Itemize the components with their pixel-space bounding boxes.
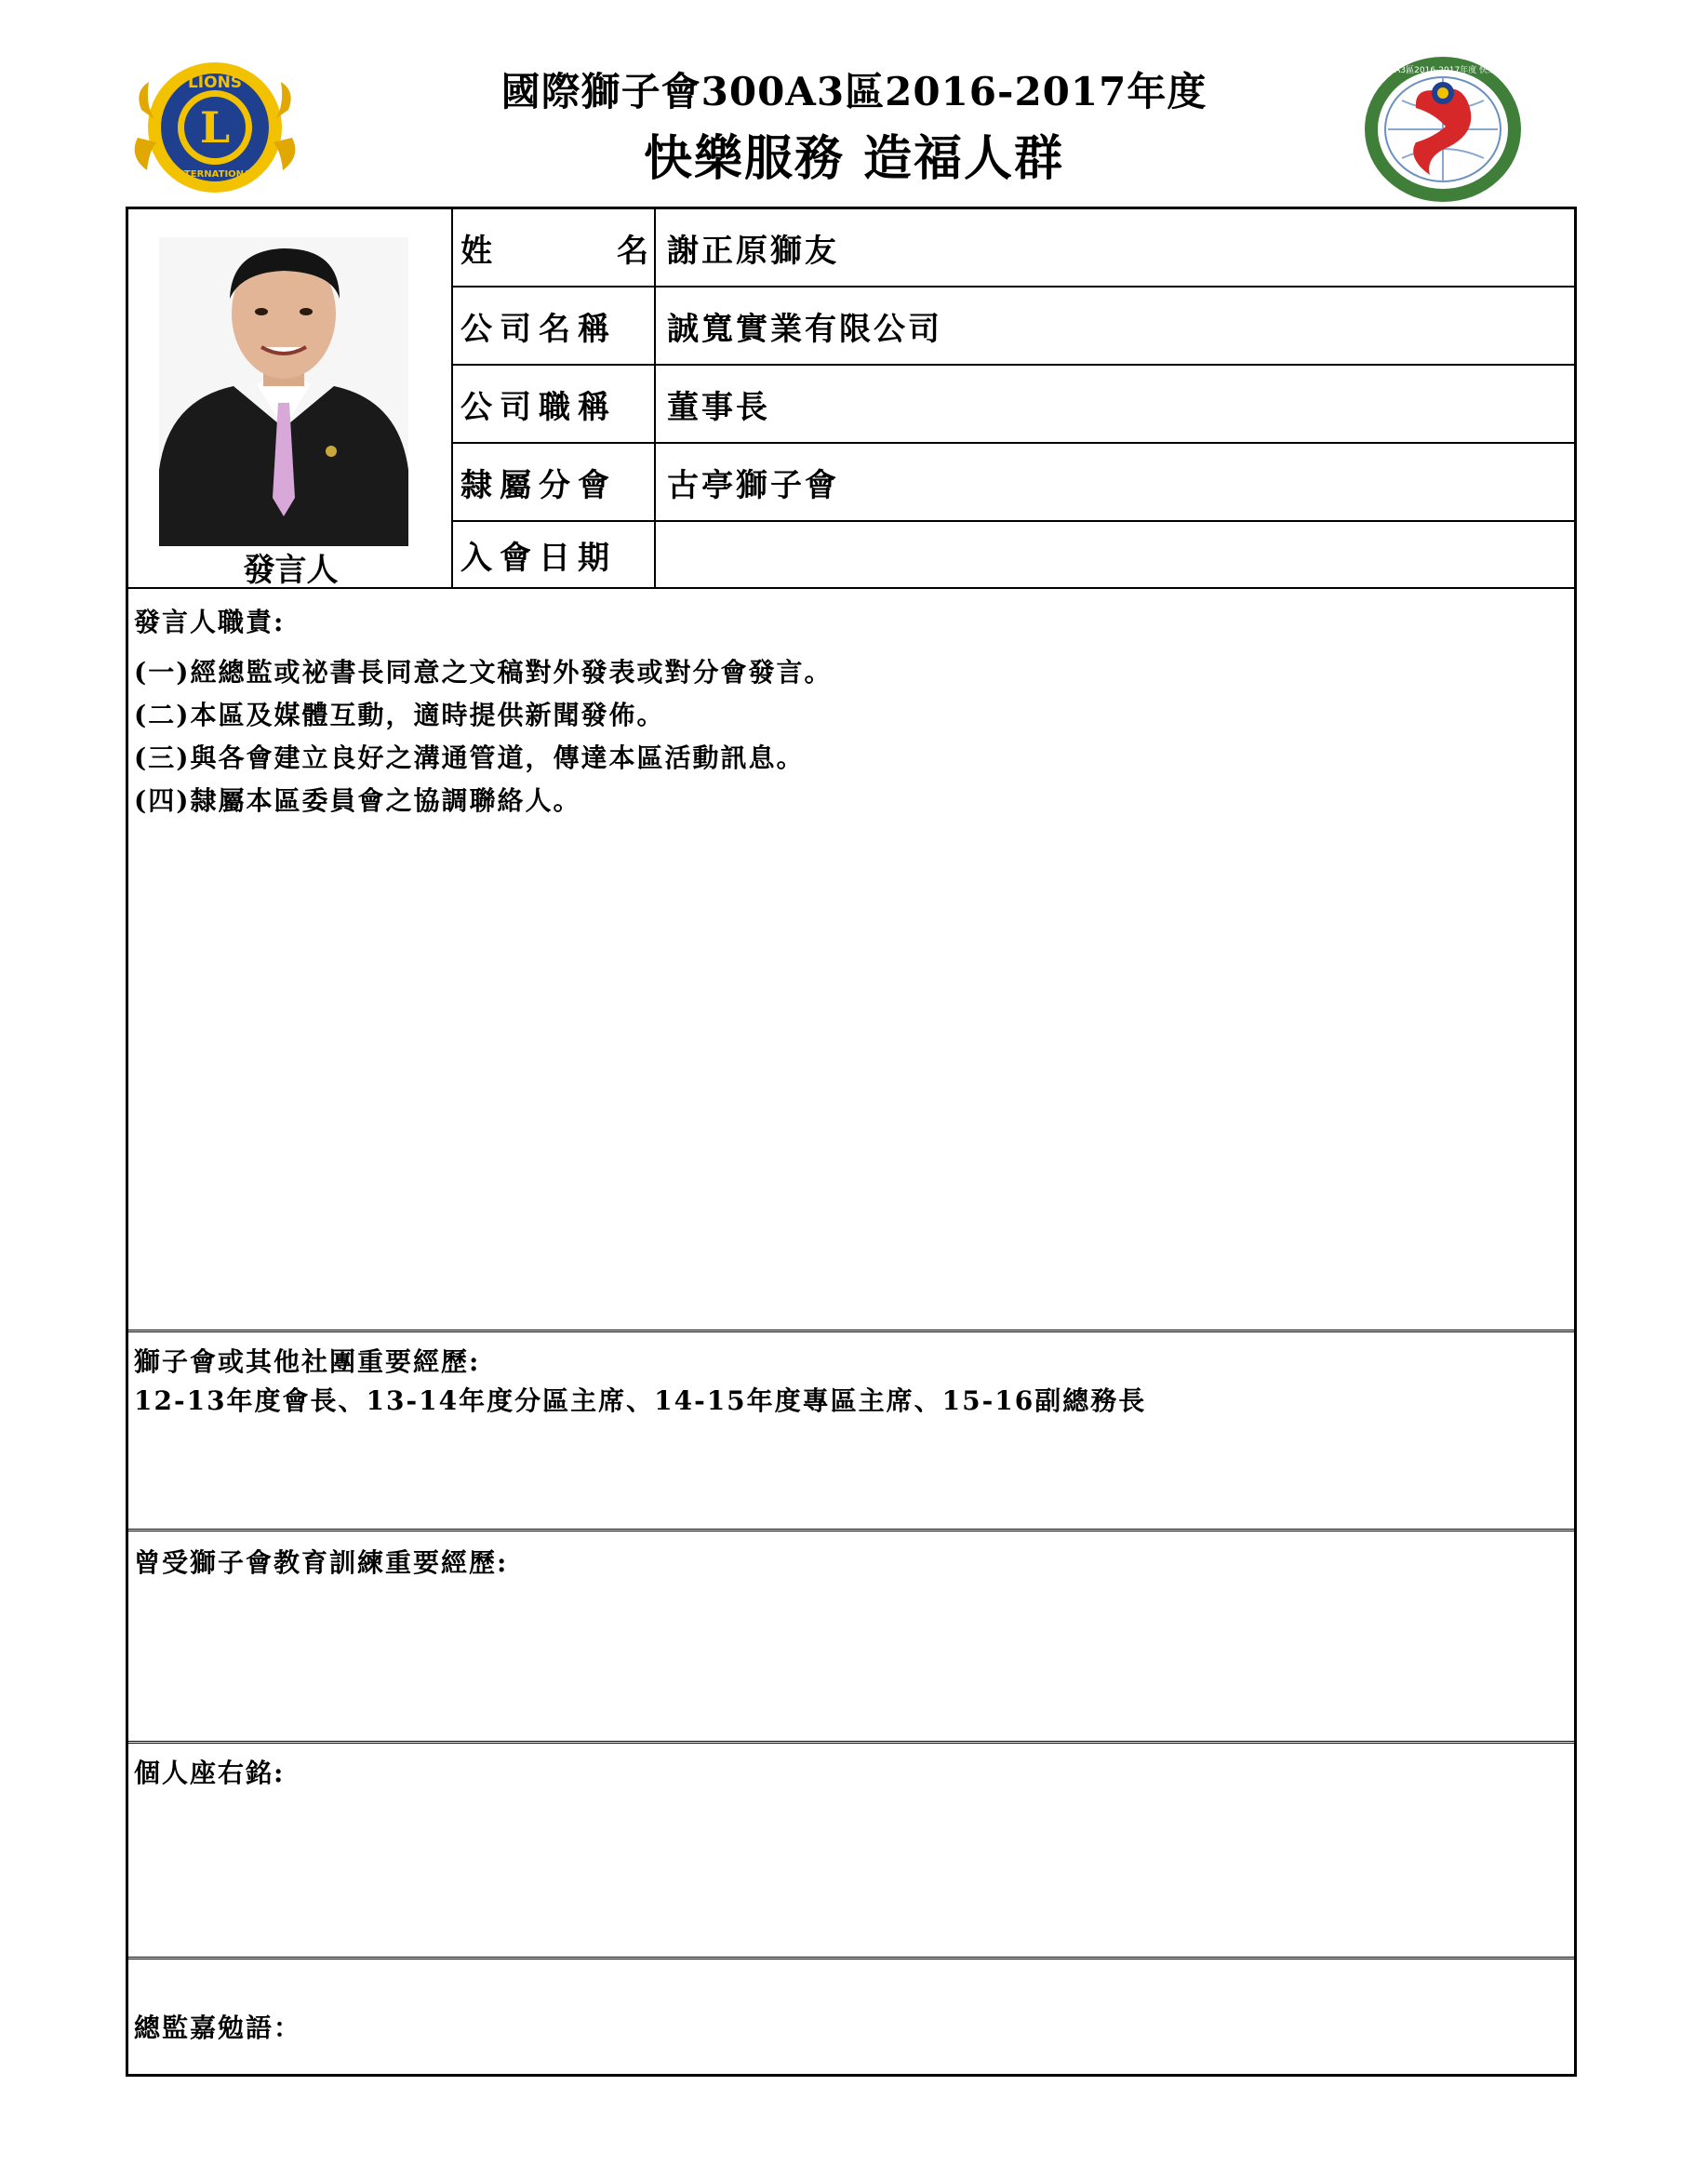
page-title-year: 國際獅子會300A3區2016-2017年度 — [500, 69, 1208, 114]
lions-logo-top-text: LIONS — [187, 74, 243, 92]
page-header — [0, 0, 1708, 205]
job-title-label: 公司職稱 — [453, 366, 656, 442]
duty-item: (二)本區及媒體互動，適時提供新聞發佈。 — [134, 700, 665, 730]
lions-logo-bottom-text: INTERNATIONAL — [172, 169, 258, 180]
job-title-value: 董事長 — [667, 388, 770, 426]
join-date-row — [453, 522, 1574, 589]
company-name-row — [453, 287, 1574, 366]
job-title-row — [453, 366, 1574, 444]
profile-form — [126, 207, 1577, 2077]
company-name-label: 公司名稱 — [453, 287, 656, 364]
club-row — [453, 444, 1574, 522]
page-title-motto: 快樂服務 造福人群 — [643, 130, 1065, 187]
name-row — [453, 209, 1574, 287]
name-label-part1: 姓 — [460, 232, 492, 270]
club-label: 隸屬分會 — [453, 444, 656, 520]
seal-ring-text: 國際獅子會300A3區2016-2017年度 快樂服務 造福人群 — [1337, 66, 1549, 75]
duty-item: (四)隸屬本區委員會之協調聯絡人。 — [134, 785, 581, 816]
member-photo — [159, 237, 408, 546]
join-date-label: 入會日期 — [453, 522, 656, 587]
experience-text: 12-13年度會長、13-14年度分區主席、14-15年度專區主席、15-16副總務長 — [134, 1385, 1147, 1416]
duties-title: 發言人職責: — [134, 607, 286, 637]
name-label — [453, 209, 656, 286]
governor-words-title: 總監嘉勉語： — [134, 2012, 302, 2043]
training-title: 曾受獅子會教育訓練重要經歷: — [134, 1547, 509, 1578]
duties-section — [128, 587, 1574, 1330]
name-value: 謝正原獅友 — [667, 232, 839, 270]
photo-caption: 發言人 — [243, 552, 339, 589]
photo-cell — [128, 209, 453, 589]
motto-title: 個人座右銘: — [134, 1758, 286, 1788]
district-seal-logo — [1337, 54, 1549, 205]
club-value: 古亭獅子會 — [667, 466, 839, 504]
governor-words-section — [128, 1957, 1574, 2074]
experience-section — [128, 1330, 1574, 1529]
duty-item: (三)與各會建立良好之溝通管道，傳達本區活動訊息。 — [134, 742, 805, 773]
experience-title: 獅子會或其他社團重要經歷: — [134, 1346, 481, 1377]
company-name-value: 誠寬實業有限公司 — [667, 310, 942, 348]
motto-section — [128, 1741, 1574, 1957]
training-section — [128, 1529, 1574, 1741]
lions-logo-letter: L — [199, 102, 231, 153]
name-label-part2: 名 — [617, 232, 648, 270]
duty-item: (一)經總監或祕書長同意之文稿對外發表或對分會發言。 — [134, 657, 833, 688]
